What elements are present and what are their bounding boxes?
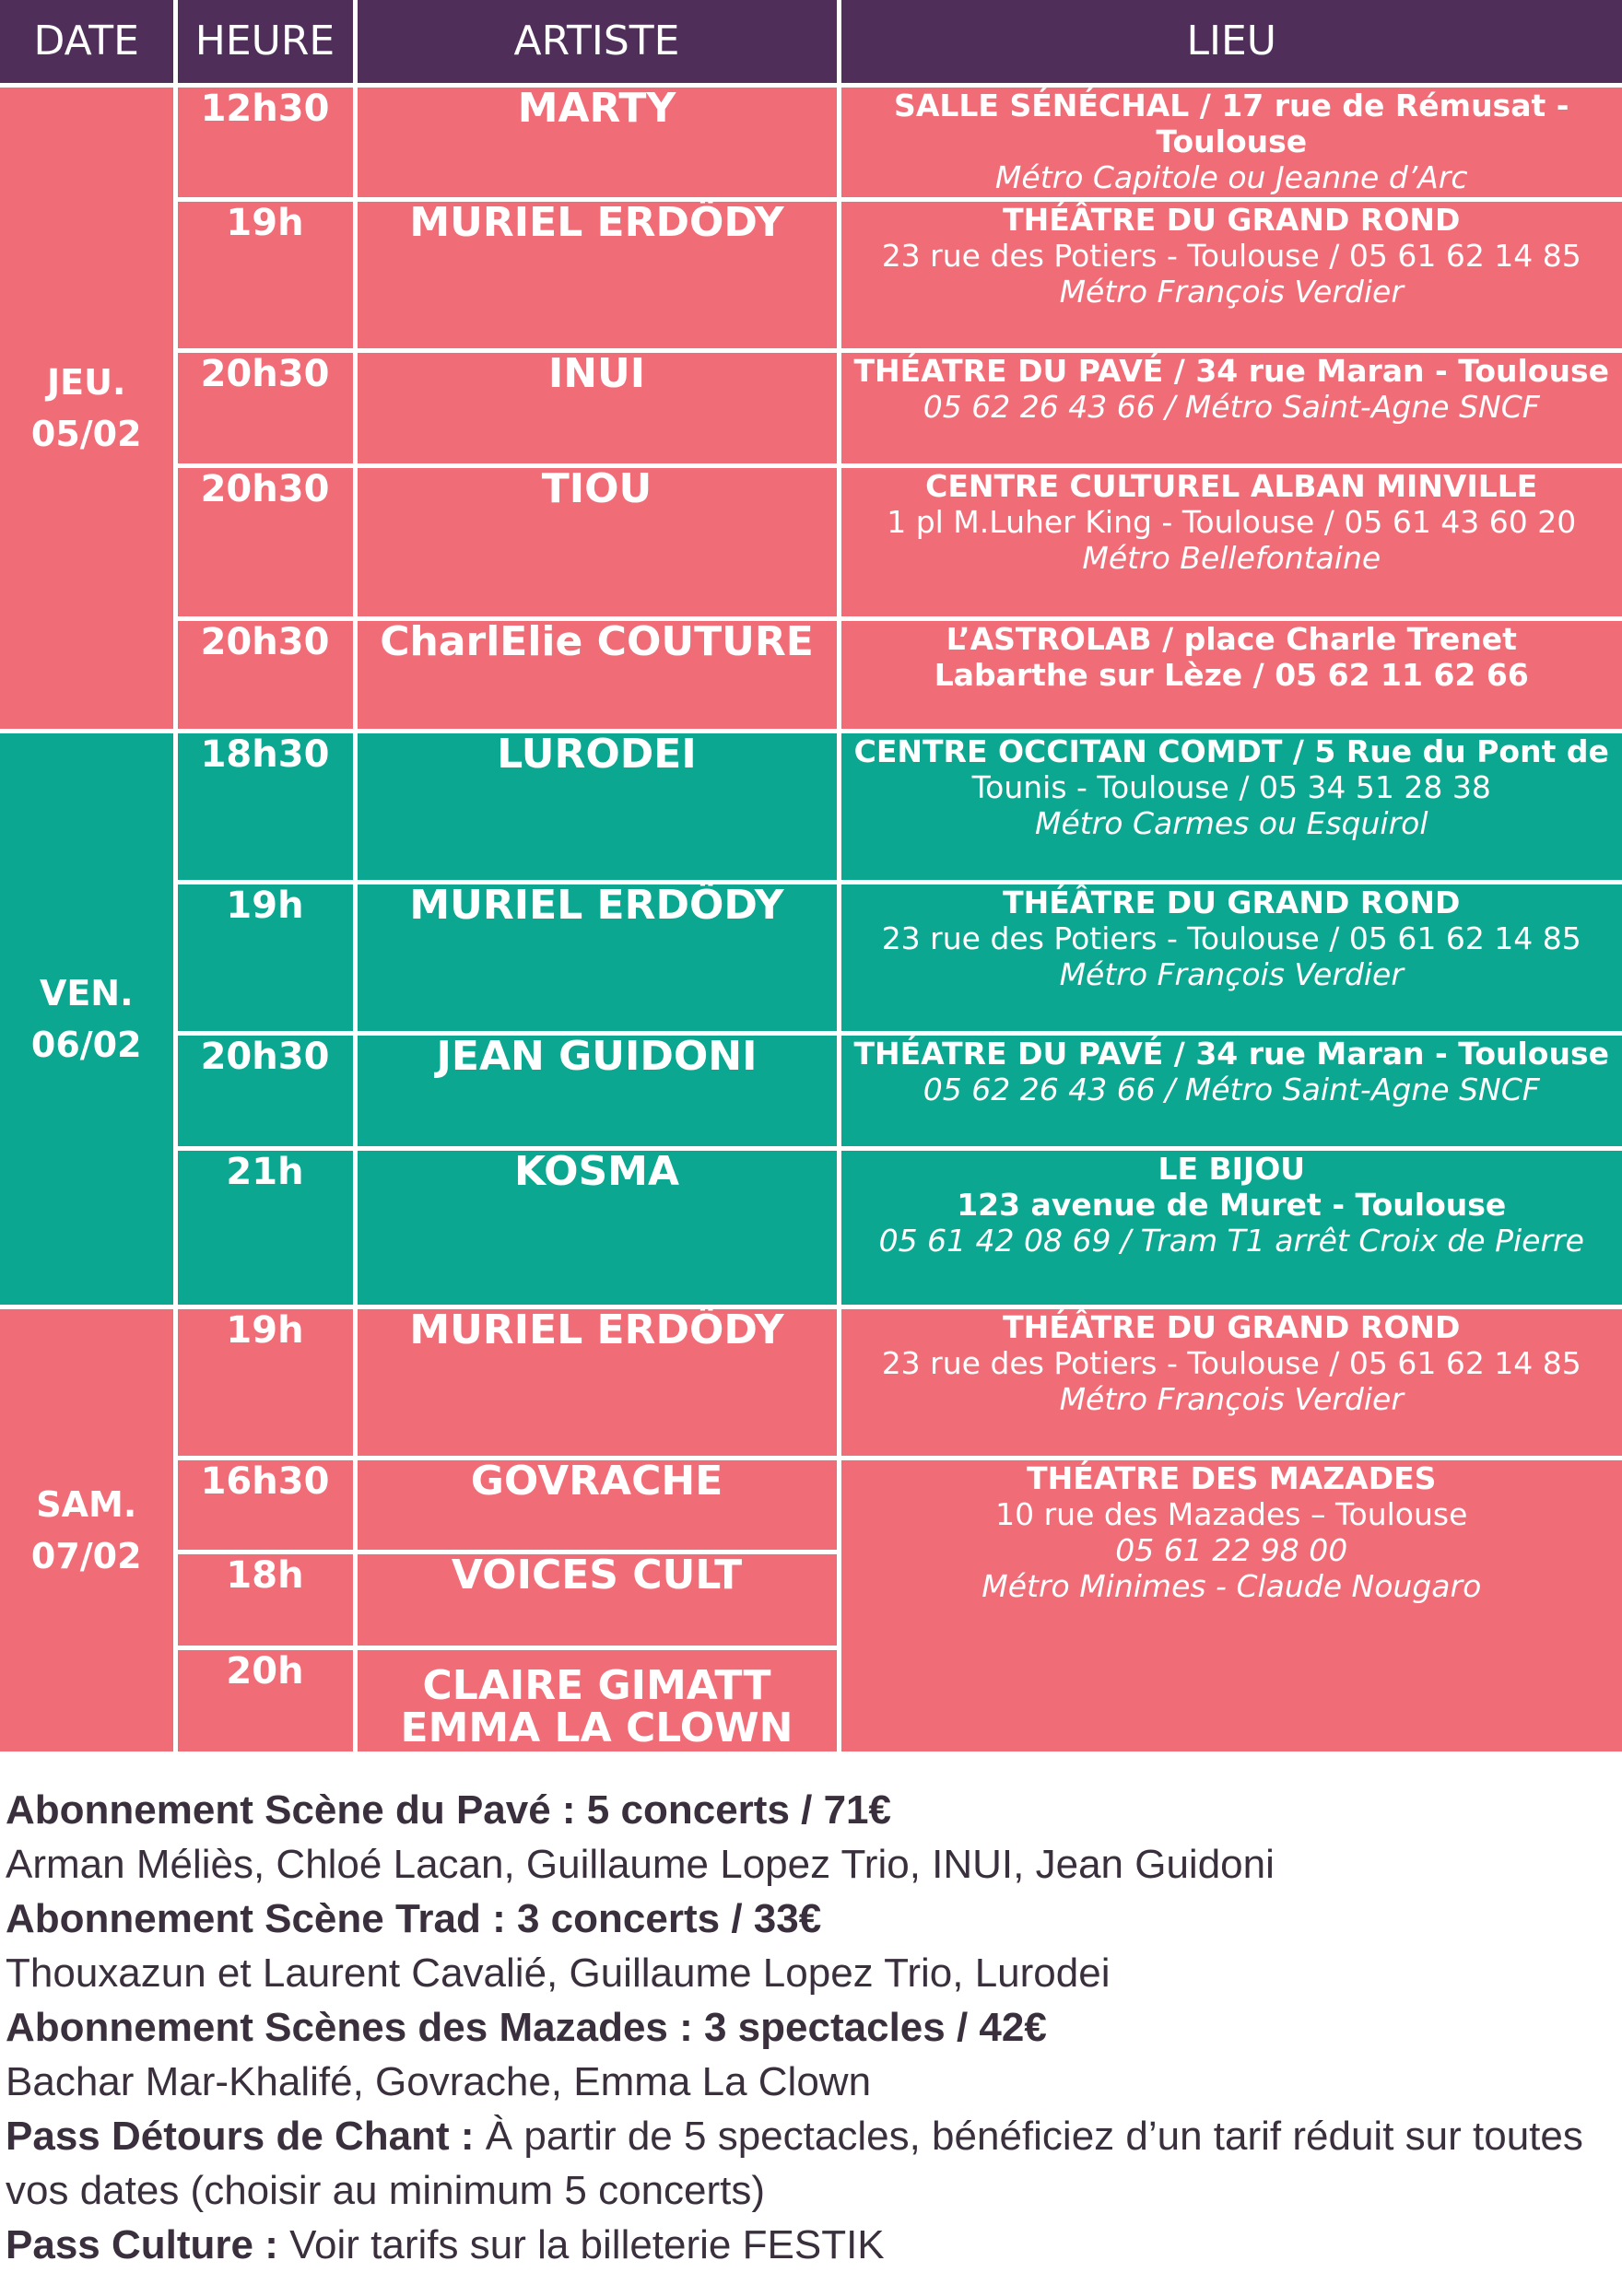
artist-cell: INUI [355, 350, 839, 465]
lieu-address: Labarthe sur Lèze / 05 62 11 62 66 [934, 656, 1529, 693]
note-line [6, 2000, 1609, 2055]
lieu-name: THÉATRE DU PAVÉ / 34 rue Maran - Toulouse [853, 1036, 1609, 1072]
note-text: Bachar Mar-Khalifé, Govrache, Emma La Clown [6, 2059, 872, 2104]
time-cell: 18h [175, 1552, 355, 1647]
table-row [0, 1149, 1622, 1306]
lieu-cell [839, 199, 1622, 350]
time-cell: 21h [175, 1149, 355, 1306]
artist-cell: MURIEL ERDÖDY [355, 882, 839, 1033]
table-row [0, 350, 1622, 465]
lieu-transport: Métro François Verdier [1059, 1380, 1404, 1417]
lieu-transport: Métro Capitole ou Jeanne d’Arc [994, 158, 1468, 195]
note-title: Abonnement Scène du Pavé : 5 concerts / 71€ [6, 1787, 891, 1833]
lieu-phone: 05 61 22 98 00 [1115, 1531, 1348, 1568]
lieu-name: THÉÂTRE DU GRAND ROND [1003, 884, 1461, 920]
table-row [0, 1034, 1622, 1149]
artist-cell: JEAN GUIDONI [355, 1034, 839, 1149]
header-date: DATE [0, 0, 175, 85]
lieu-address: 123 avenue de Muret - Toulouse [957, 1187, 1507, 1224]
time-cell: 12h30 [175, 85, 355, 199]
note-line [6, 1783, 1609, 1837]
note-text: Arman Méliès, Chloé Lacan, Guillaume Lopez Trio, INUI, Jean Guidoni [6, 1842, 1275, 1887]
lieu-name: THÉÂTRE DU GRAND ROND [1003, 1308, 1461, 1345]
lieu-name: THÉATRE DES MAZADES [1027, 1459, 1437, 1496]
time-cell: 20h [175, 1647, 355, 1753]
table-row [0, 1306, 1622, 1458]
day-cell-sam: SAM. 07/02 [0, 1306, 175, 1753]
time-cell: 20h30 [175, 618, 355, 731]
lieu-cell [839, 1458, 1622, 1753]
table-row [0, 882, 1622, 1033]
lieu-cell [839, 882, 1622, 1033]
time-cell: 19h [175, 1306, 355, 1458]
note-text: À partir de 5 spectacles, bénéficiez d’un tarif réduit sur toutes vos dates (choisir au minimum 5 concerts) [6, 2114, 1583, 2213]
lieu-address: Tounis - Toulouse / 05 34 51 28 38 [971, 768, 1491, 805]
note-line [6, 1837, 1609, 1892]
lieu-name: LE BIJOU [1158, 1151, 1306, 1188]
header-artist: ARTISTE [355, 0, 839, 85]
table-row [0, 618, 1622, 731]
note-line [6, 2109, 1609, 2218]
table-row [0, 466, 1622, 618]
time-cell: 19h [175, 882, 355, 1033]
lieu-cell [839, 350, 1622, 465]
note-text: Thouxazun et Laurent Cavalié, Guillaume Lopez Trio, Lurodei [6, 1950, 1111, 1996]
lieu-name: SALLE SÉNÉCHAL / 17 rue de Rémusat - Toulouse [894, 87, 1569, 159]
artist-cell: TIOU [355, 466, 839, 618]
lieu-name: THÉÂTRE DU GRAND ROND [1003, 201, 1461, 238]
lieu-address: 23 rue des Potiers - Toulouse / 05 61 62 14 85 [881, 920, 1581, 956]
day-cell-ven: VEN. 06/02 [0, 731, 175, 1306]
subscription-notes [6, 1783, 1609, 2272]
lieu-cell [839, 1034, 1622, 1149]
artist-cell: LURODEI [355, 731, 839, 882]
lieu-cell [839, 466, 1622, 618]
lieu-transport: Métro Bellefontaine [1082, 540, 1381, 577]
day-cell-jeu: JEU. 05/02 [0, 85, 175, 731]
lieu-transport: 05 61 42 08 69 / Tram T1 arrêt Croix de Pierre [878, 1223, 1584, 1259]
lieu-transport: Métro Carmes ou Esquirol [1034, 804, 1428, 841]
table-row [0, 1458, 1622, 1552]
artist-cell [355, 1647, 839, 1753]
note-title: Pass Détours de Chant : [6, 2114, 475, 2159]
lieu-name: CENTRE OCCITAN COMDT / 5 Rue du Pont de [853, 732, 1609, 769]
table-header-row [0, 0, 1622, 85]
artist-cell: CharlElie COUTURE [355, 618, 839, 731]
time-cell: 19h [175, 199, 355, 350]
note-title: Pass Culture : [6, 2222, 278, 2267]
artist-cell: MURIEL ERDÖDY [355, 1306, 839, 1458]
lieu-name: L’ASTROLAB / place Charle Trenet [946, 620, 1517, 657]
table-row [0, 731, 1622, 882]
lieu-name: CENTRE CULTUREL ALBAN MINVILLE [925, 468, 1538, 505]
lieu-transport: Métro François Verdier [1059, 955, 1404, 992]
lieu-transport: 05 62 26 43 66 / Métro Saint-Agne SNCF [923, 388, 1540, 425]
artist-name: CLAIRE GIMATT [422, 1661, 771, 1709]
lieu-name: THÉATRE DU PAVÉ / 34 rue Maran - Toulouse [853, 352, 1609, 389]
table-row [0, 199, 1622, 350]
note-line [6, 2055, 1609, 2109]
artist-cell: MARTY [355, 85, 839, 199]
artist-cell: GOVRACHE [355, 1458, 839, 1552]
lieu-address: 10 rue des Mazades – Toulouse [995, 1495, 1468, 1532]
note-line [6, 1946, 1609, 2000]
lieu-address: 23 rue des Potiers - Toulouse / 05 61 62 14 85 [881, 237, 1581, 274]
lieu-cell [839, 731, 1622, 882]
note-title: Abonnement Scène Trad : 3 concerts / 33€ [6, 1896, 822, 1941]
artist-cell: VOICES CULT [355, 1552, 839, 1647]
lieu-cell [839, 618, 1622, 731]
lieu-cell [839, 1149, 1622, 1306]
lieu-transport: 05 62 26 43 66 / Métro Saint-Agne SNCF [923, 1072, 1540, 1108]
header-time: HEURE [175, 0, 355, 85]
table-row [0, 85, 1622, 199]
lieu-address: 1 pl M.Luher King - Toulouse / 05 61 43 60 20 [887, 504, 1577, 541]
lieu-transport: Métro François Verdier [1059, 273, 1404, 310]
note-title: Abonnement Scènes des Mazades : 3 spectacles / 42€ [6, 2005, 1047, 2050]
note-line [6, 2218, 1609, 2272]
time-cell: 16h30 [175, 1458, 355, 1552]
note-text: Voir tarifs sur la billeterie FESTIK [289, 2222, 885, 2267]
lieu-cell [839, 1306, 1622, 1458]
lieu-cell [839, 85, 1622, 199]
header-lieu: LIEU [839, 0, 1622, 85]
artist-cell: KOSMA [355, 1149, 839, 1306]
time-cell: 18h30 [175, 731, 355, 882]
time-cell: 20h30 [175, 466, 355, 618]
time-cell: 20h30 [175, 350, 355, 465]
time-cell: 20h30 [175, 1034, 355, 1149]
lieu-address: 23 rue des Potiers - Toulouse / 05 61 62 14 85 [881, 1344, 1581, 1381]
artist-cell: MURIEL ERDÖDY [355, 199, 839, 350]
lieu-transport: Métro Minimes - Claude Nougaro [981, 1567, 1482, 1604]
note-line [6, 1892, 1609, 1946]
artist-name: EMMA LA CLOWN [400, 1704, 793, 1751]
